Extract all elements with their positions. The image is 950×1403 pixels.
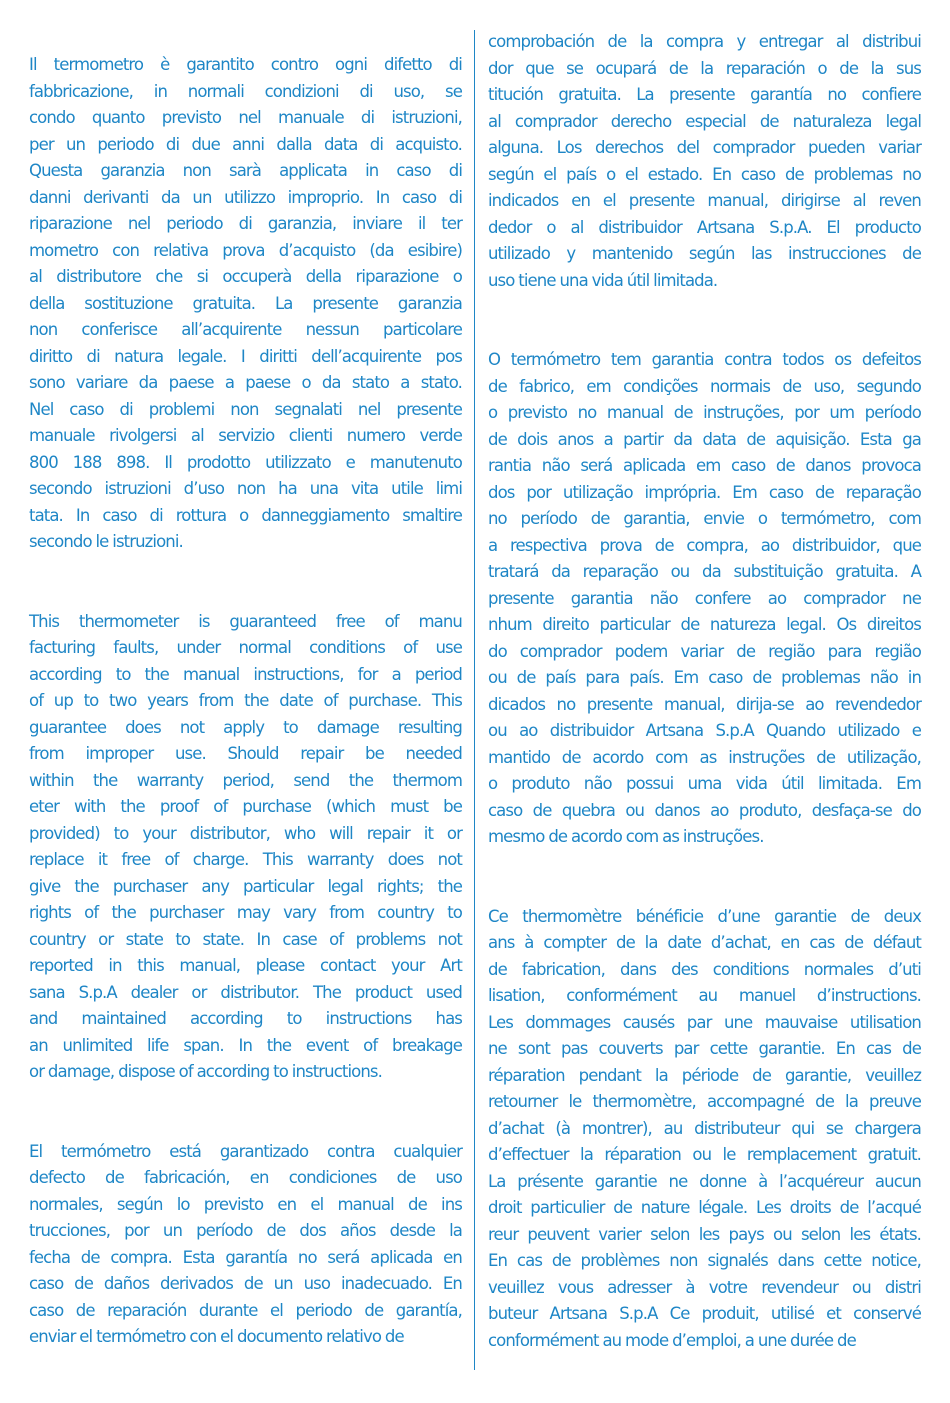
text-line: de fabrico, em condições normais de uso, segundo [488, 376, 921, 396]
text-line: and maintained according to instructions has [29, 1009, 462, 1028]
text-line: d’effectuer la réparation ou le remplacement gratuit. [488, 1145, 921, 1164]
text-line: This thermometer is guaranteed free of manu [29, 611, 462, 631]
text-line: a respectiva prova de compra, ao distribuidor, que [488, 535, 921, 555]
text-line: Ce thermomètre bénéficie d’une garantie de deux [488, 906, 921, 926]
text-line: country or state to state. In case of problems not [29, 929, 462, 949]
text-line: En cas de problèmes non signalés dans cette notice, [488, 1251, 921, 1270]
text-line: condo quanto previsto nel manuale di istruzioni, [29, 108, 462, 127]
text-line: presente garantia não confere ao comprador ne [488, 588, 921, 608]
text-line: dicados no presente manual, dirija-se ao revendedor [488, 694, 921, 714]
text-line: sana S.p.A dealer or distributor. The product used [29, 982, 462, 1002]
text-line: dos por utilização imprópria. Em caso de reparação [488, 482, 921, 502]
text-line: or damage, dispose of according to instructions. [29, 1062, 382, 1081]
text-line: o previsto no manual de instruções, por um período [488, 403, 921, 422]
text-line: of up to two years from the date of purchase. This [29, 691, 462, 710]
text-line: titución gratuita. La presente garantía no confiere [488, 85, 921, 104]
text-line: normales, según lo previsto en el manual de ins [29, 1194, 462, 1214]
text-line: ou ao distribuidor Artsana S.p.A Quando utilizado e [488, 721, 921, 740]
text-line: de fabrication, dans des conditions normales d’uti [488, 959, 921, 979]
text-line: ne sont pas couverts par cette garantie. En cas de [488, 1039, 921, 1058]
text-line: Questa garanzia non sarà applicata in caso di [29, 161, 462, 180]
text-line: dedor o al distribuidor Artsana S.p.A. El producto [488, 217, 921, 237]
text-line: provided) to your distributor, who will repair it or [29, 823, 462, 843]
paragraph-gap [488, 294, 921, 347]
text-line: eter with the proof of purchase (which must be [29, 797, 462, 816]
text-line: within the warranty period, send the thermom [29, 770, 462, 790]
paragraph-gap [29, 1086, 462, 1139]
text-line: O termómetro tem garantia contra todos os defeitos [488, 350, 921, 369]
text-line: secondo le istruzioni. [29, 532, 183, 551]
text-line: mantido de acordo com as instruções de utilização, [488, 747, 921, 767]
text-line: della sostituzione gratuita. La presente garanzia [29, 293, 462, 313]
text-line: indicados en el presente manual, dirigirse al reven [488, 191, 921, 210]
text-line: droit particulier de nature légale. Les droits de l’acqué [488, 1198, 921, 1217]
text-line: caso de daños derivados de un uso inadecuado. En [29, 1274, 462, 1293]
text-line: secondo istruzioni d’uso non ha una vita utile limi [29, 479, 462, 498]
warranty-paragraph-fr [488, 904, 921, 1355]
text-line: de dois anos a partir da data de aquisição. Esta ga [488, 429, 921, 449]
text-line: alguna. Los derechos del comprador pueden variar [488, 138, 921, 157]
text-line: enviar el termómetro con el documento relativo de [29, 1327, 404, 1346]
warranty-paragraph-en [29, 609, 462, 1086]
text-line: defecto de fabricación, en condiciones de uso [29, 1168, 462, 1187]
text-line: ou de país para país. Em caso de problemas não in [488, 668, 921, 687]
text-line: al comprador derecho especial de naturaleza legal [488, 111, 921, 131]
text-line: give the purchaser any particular legal rights; the [29, 876, 462, 896]
text-line: uso tiene una vida útil limitada. [488, 270, 718, 290]
left-column [29, 52, 462, 1351]
text-line: Il termometro è garantito contro ogni difetto di [29, 55, 462, 74]
text-line: mometro con relativa prova d’acquisto (da esibire) [29, 240, 462, 260]
text-line: réparation pendant la période de garantie, veuillez [488, 1065, 921, 1085]
text-line: d’achat (à montrer), au distributeur qui se chargera [488, 1118, 921, 1138]
text-line: mesmo de acordo com as instruções. [488, 827, 764, 846]
text-line: Les dommages causés par une mauvaise utilisation [488, 1012, 921, 1032]
warranty-paragraph-it [29, 52, 462, 556]
text-line: trucciones, por un período de dos años desde la [29, 1221, 462, 1240]
text-line: rights of the purchaser may vary from country to [29, 903, 462, 922]
text-line: fabbricazione, in normali condizioni di uso, se [29, 81, 462, 101]
text-line: 800 188 898. Il prodotto utilizzato e manutenuto [29, 452, 462, 472]
text-line: reur peuvent varier selon les pays ou selon les états. [488, 1224, 921, 1244]
column-divider [474, 30, 475, 1370]
text-line: from improper use. Should repair be needed [29, 744, 462, 763]
text-line: caso de quebra ou danos ao produto, desfaça-se do [488, 800, 921, 820]
text-line: no período de garantia, envie o termómetro, com [488, 509, 921, 528]
text-line: fecha de compra. Esta garantía no será aplicada en [29, 1247, 462, 1267]
text-line: tratará da reparação ou da substituição gratuita. A [488, 562, 921, 581]
warranty-paragraph-pt [488, 347, 921, 851]
text-line: veuillez vous adresser à votre revendeur ou distri [488, 1277, 921, 1297]
text-line: danni derivanti da un utilizzo improprio. In caso di [29, 187, 462, 207]
text-line: rantia não será aplicada em caso de danos provoca [488, 456, 921, 475]
text-line: sono variare da paese a paese o da stato a stato. [29, 373, 462, 392]
text-line: non conferisce all’acquirente nessun particolare [29, 320, 462, 339]
text-line: comprobación de la compra y entregar al distribui [488, 32, 921, 51]
right-column [488, 29, 921, 1354]
text-line: o produto não possui uma vida útil limitada. Em [488, 774, 921, 793]
text-line: al distributore che si occuperà della riparazione o [29, 267, 462, 286]
text-line: ans à compter de la date d’achat, en cas de défaut [488, 933, 921, 952]
text-line: replace it free of charge. This warranty does not [29, 850, 462, 869]
text-line: caso de reparación durante el periodo de garantía, [29, 1300, 462, 1320]
text-line: guarantee does not apply to damage resulting [29, 717, 462, 737]
text-line: Nel caso di problemi non segnalati nel presente [29, 399, 462, 419]
text-line: retourner le thermomètre, accompagné de la preuve [488, 1092, 921, 1111]
text-line: según el país o el estado. En caso de problemas no [488, 164, 921, 184]
text-line: reported in this manual, please contact your Art [29, 956, 462, 975]
text-line: lisation, conformément au manuel d’instructions. [488, 986, 921, 1005]
text-line: riparazione nel periodo di garanzia, inviare il ter [29, 214, 462, 233]
text-line: buteur Artsana S.p.A Ce produit, utilisé et conservé [488, 1304, 921, 1323]
warranty-paragraph-es [29, 1139, 462, 1351]
warranty-paragraph-es [488, 29, 921, 294]
text-line: manuale rivolgersi al servizio clienti numero verde [29, 426, 462, 445]
text-line: utilizado y mantenido según las instrucciones de [488, 244, 921, 263]
text-line: dor que se ocupará de la reparación o de la sus [488, 58, 921, 78]
text-line: El termómetro está garantizado contra cualquier [29, 1141, 462, 1161]
text-line: according to the manual instructions, for a period [29, 664, 462, 684]
paragraph-gap [29, 556, 462, 609]
text-line: La présente garantie ne donne à l’acquéreur aucun [488, 1171, 921, 1191]
text-line: per un periodo di due anni dalla data di acquisto. [29, 134, 462, 154]
text-line: an unlimited life span. In the event of breakage [29, 1035, 462, 1055]
text-line: nhum direito particular de natureza legal. Os direitos [488, 615, 921, 634]
text-line: conformément au mode d’emploi, a une durée de [488, 1330, 856, 1350]
text-line: tata. In caso di rottura o danneggiamento smaltire [29, 505, 462, 525]
paragraph-gap [488, 851, 921, 904]
text-line: diritto di natura legale. I diritti dell’acquirente pos [29, 346, 462, 366]
text-line: do comprador podem variar de região para região [488, 641, 921, 661]
text-line: facturing faults, under normal conditions of use [29, 638, 462, 657]
